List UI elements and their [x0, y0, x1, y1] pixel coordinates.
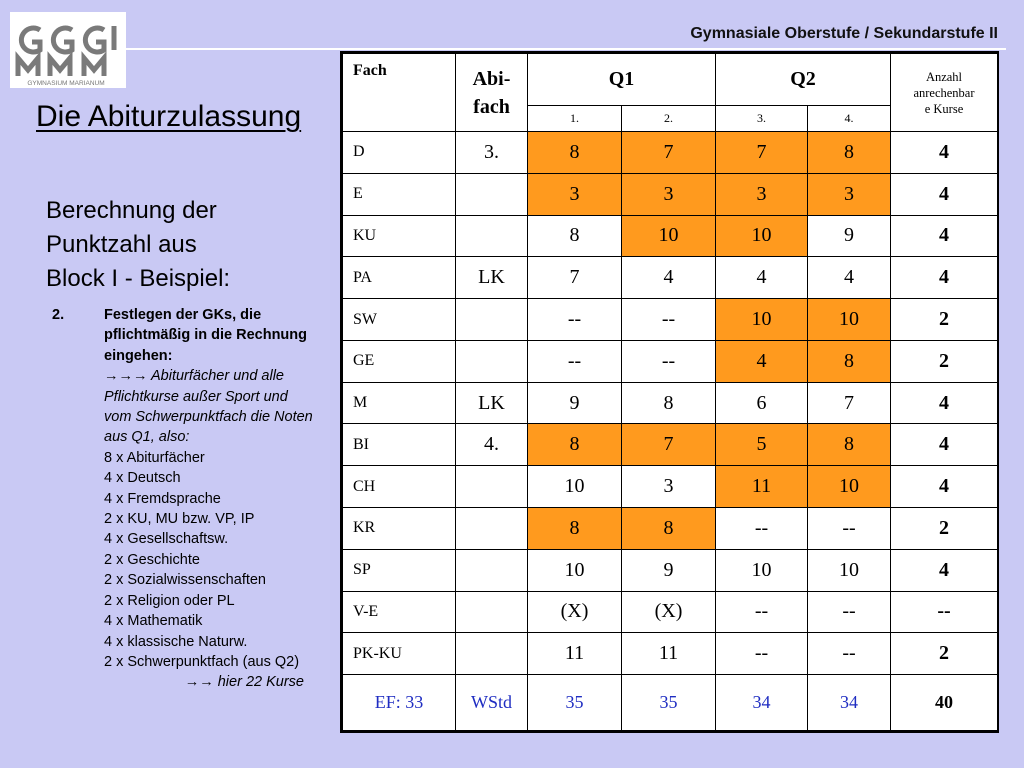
- grades-table: [342, 53, 998, 731]
- grade-cell: 3: [716, 173, 808, 215]
- grade-cell: 7: [716, 132, 808, 174]
- step-item: 4 x Fremdsprache: [104, 490, 221, 507]
- grade-cell: 9: [808, 215, 891, 257]
- grade-cell: 4: [622, 257, 716, 299]
- anzahl-cell: 4: [891, 173, 998, 215]
- step-heading: Festlegen der GKs, die pflichtmäßig in die Rechnung eingehen:: [104, 307, 307, 364]
- grade-cell: 7: [528, 257, 622, 299]
- grade-cell: 8: [528, 424, 622, 466]
- grade-cell: 8: [808, 132, 891, 174]
- anzahl-cell: 4: [891, 466, 998, 508]
- gmg-logo-icon: [10, 12, 126, 88]
- abifach-cell: [456, 591, 528, 633]
- grade-cell: 7: [622, 132, 716, 174]
- footer-hours-cell: 35: [622, 675, 716, 731]
- grade-cell: (X): [528, 591, 622, 633]
- table-footer-row: [343, 675, 998, 731]
- subject-cell: GE: [343, 340, 456, 382]
- abifach-cell: [456, 215, 528, 257]
- grade-cell: 7: [808, 382, 891, 424]
- header-anzahl-line: Anzahl: [925, 69, 963, 84]
- subject-cell: E: [343, 173, 456, 215]
- table-row: [343, 382, 998, 424]
- grade-cell: 10: [528, 466, 622, 508]
- header-divider: [126, 48, 1006, 50]
- step-conclusion: →→ hier 22 Kurse: [184, 674, 304, 691]
- subject-cell: D: [343, 132, 456, 174]
- footer-hours-cell: 35: [528, 675, 622, 731]
- step-item: 2 x Sozialwissenschaften: [104, 572, 266, 589]
- anzahl-cell: 4: [891, 382, 998, 424]
- step-item: 2 x KU, MU bzw. VP, IP: [104, 511, 255, 528]
- header-anzahl-line: anrechenbar: [913, 85, 975, 100]
- footer-hours-cell: 34: [808, 675, 891, 731]
- grade-cell: 9: [528, 382, 622, 424]
- subtitle-line: Punktzahl aus: [46, 231, 197, 258]
- grades-table-body: [343, 132, 998, 731]
- anzahl-cell: 4: [891, 257, 998, 299]
- step-number: 2.: [52, 307, 65, 323]
- abifach-cell: [456, 633, 528, 675]
- grade-cell: 3: [622, 466, 716, 508]
- table-row: [343, 257, 998, 299]
- grade-cell: 10: [808, 466, 891, 508]
- subject-cell: BI: [343, 424, 456, 466]
- anzahl-cell: 2: [891, 340, 998, 382]
- header-abifach: [456, 54, 528, 132]
- table-row: [343, 215, 998, 257]
- anzahl-cell: 4: [891, 215, 998, 257]
- header-anzahl-line: e Kurse: [924, 101, 964, 116]
- grade-cell: --: [716, 591, 808, 633]
- footer-wstd-cell: WStd: [456, 675, 528, 731]
- subject-cell: M: [343, 382, 456, 424]
- grade-cell: 4: [716, 257, 808, 299]
- grade-cell: 3: [808, 173, 891, 215]
- grade-cell: 8: [622, 508, 716, 550]
- grade-cell: --: [716, 633, 808, 675]
- grade-cell: --: [808, 508, 891, 550]
- grade-cell: 8: [528, 215, 622, 257]
- anzahl-cell: 4: [891, 132, 998, 174]
- table-row: [343, 340, 998, 382]
- step-item: 4 x Gesellschaftsw.: [104, 531, 229, 548]
- subject-cell: PA: [343, 257, 456, 299]
- header-q1: Q1: [528, 54, 716, 106]
- grade-cell: --: [716, 508, 808, 550]
- subject-cell: SP: [343, 549, 456, 591]
- grade-cell: 10: [716, 215, 808, 257]
- grade-cell: 3: [622, 173, 716, 215]
- table-row: [343, 299, 998, 341]
- header-abifach-line: fach: [473, 95, 510, 118]
- grade-cell: 10: [808, 299, 891, 341]
- abifach-cell: [456, 173, 528, 215]
- grade-cell: --: [622, 299, 716, 341]
- table-row: [343, 132, 998, 174]
- header-q2: Q2: [716, 54, 891, 106]
- abifach-cell: LK: [456, 257, 528, 299]
- footer-total-cell: 40: [891, 675, 998, 731]
- grade-cell: --: [808, 591, 891, 633]
- grade-cell: 10: [716, 299, 808, 341]
- grade-cell: --: [622, 340, 716, 382]
- grade-cell: 11: [622, 633, 716, 675]
- grade-cell: --: [528, 299, 622, 341]
- page-title: Die Abiturzulassung: [36, 100, 302, 133]
- abifach-cell: [456, 549, 528, 591]
- grade-cell: --: [528, 340, 622, 382]
- anzahl-cell: --: [891, 591, 998, 633]
- header-semester: 2.: [622, 106, 716, 132]
- table-row: [343, 633, 998, 675]
- header-fach: Fach: [343, 54, 456, 132]
- header-semester: 4.: [808, 106, 891, 132]
- grade-cell: 8: [622, 382, 716, 424]
- grade-cell: 8: [808, 424, 891, 466]
- header-title: Gymnasiale Oberstufe / Sekundarstufe II: [690, 25, 998, 42]
- anzahl-cell: 2: [891, 508, 998, 550]
- abifach-cell: [456, 508, 528, 550]
- grade-cell: 11: [716, 466, 808, 508]
- step-item: 4 x klassische Naturw.: [104, 633, 248, 650]
- abifach-cell: [456, 466, 528, 508]
- grade-cell: 4: [716, 340, 808, 382]
- header-anzahl: [891, 54, 998, 132]
- grade-cell: (X): [622, 591, 716, 633]
- step-item: 4 x Mathematik: [104, 613, 203, 630]
- grade-cell: 10: [622, 215, 716, 257]
- abifach-cell: 4.: [456, 424, 528, 466]
- step-items: [104, 448, 314, 672]
- school-logo: [10, 12, 126, 88]
- logo-caption: GYMNASIUM MARIANUM: [27, 80, 105, 87]
- table-row: [343, 591, 998, 633]
- grade-cell: 10: [808, 549, 891, 591]
- step-item: 2 x Religion oder PL: [104, 592, 235, 609]
- table-row: [343, 173, 998, 215]
- grade-cell: 8: [808, 340, 891, 382]
- grade-cell: 9: [622, 549, 716, 591]
- footer-hours-cell: 34: [716, 675, 808, 731]
- grade-cell: 8: [528, 132, 622, 174]
- subtitle: [46, 194, 230, 296]
- subject-cell: CH: [343, 466, 456, 508]
- abifach-cell: LK: [456, 382, 528, 424]
- grade-cell: 5: [716, 424, 808, 466]
- abifach-cell: 3.: [456, 132, 528, 174]
- step-item: 2 x Geschichte: [104, 551, 200, 568]
- grade-cell: 6: [716, 382, 808, 424]
- table-row: [343, 466, 998, 508]
- subtitle-line: Berechnung der: [46, 197, 217, 224]
- table-row: [343, 508, 998, 550]
- abifach-cell: [456, 340, 528, 382]
- footer-ef-cell: EF: 33: [343, 675, 456, 731]
- header-semester: 3.: [716, 106, 808, 132]
- grade-cell: --: [808, 633, 891, 675]
- header-semester: 1.: [528, 106, 622, 132]
- subject-cell: KR: [343, 508, 456, 550]
- subject-cell: V-E: [343, 591, 456, 633]
- subject-cell: PK-KU: [343, 633, 456, 675]
- header-abifach-line: Abi-: [472, 67, 511, 90]
- step-description: [52, 305, 314, 693]
- step-item: 8 x Abiturfächer: [104, 449, 205, 466]
- step-note: →→→ Abiturfächer und alle Pflichtkurse außer Sport und vom Schwerpunktfach die Noten aus Q1, also:: [104, 368, 313, 446]
- abifach-cell: [456, 299, 528, 341]
- anzahl-cell: 4: [891, 549, 998, 591]
- step-item: 2 x Schwerpunktfach (aus Q2): [104, 653, 300, 670]
- anzahl-cell: 2: [891, 633, 998, 675]
- grade-cell: 4: [808, 257, 891, 299]
- subject-cell: KU: [343, 215, 456, 257]
- grade-cell: 10: [528, 549, 622, 591]
- grade-cell: 11: [528, 633, 622, 675]
- grade-cell: 3: [528, 173, 622, 215]
- anzahl-cell: 4: [891, 424, 998, 466]
- subject-cell: SW: [343, 299, 456, 341]
- table-row: [343, 424, 998, 466]
- step-item: 4 x Deutsch: [104, 470, 181, 487]
- grade-cell: 8: [528, 508, 622, 550]
- grades-table-container: [340, 51, 999, 733]
- grade-cell: 10: [716, 549, 808, 591]
- table-row: [343, 549, 998, 591]
- anzahl-cell: 2: [891, 299, 998, 341]
- subtitle-line: Block I - Beispiel:: [46, 265, 231, 292]
- grade-cell: 7: [622, 424, 716, 466]
